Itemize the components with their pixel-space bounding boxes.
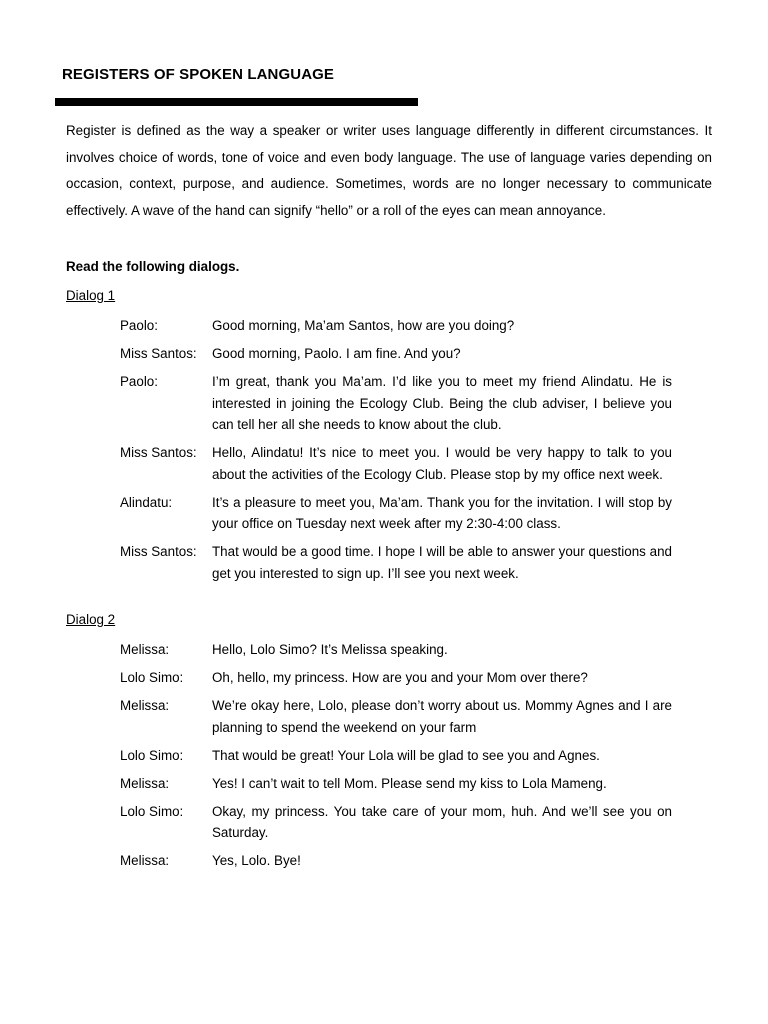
dialog-line [120, 773, 672, 795]
intro-paragraph: Register is defined as the way a speaker or writer uses language differently in different circumstances. It involves choice of words, tone of voice and even body language. The use of language varies depending on occasion, context, purpose, and audience. Sometimes, words are no longer necessary to communicate effectively. A wave of the hand can signify “hello” or a roll of the eyes can mean annoyance. [66, 123, 712, 218]
speaker-name: Paolo: [120, 318, 158, 333]
speaker-name: Miss Santos: [120, 346, 197, 361]
utterance-text: We’re okay here, Lolo, please don’t worry about us. Mommy Agnes and I are planning to spend the weekend on your farm [212, 698, 672, 735]
title-underline-bar [55, 98, 418, 106]
dialog-line [120, 371, 672, 436]
dialog-line [120, 492, 672, 535]
dialog-line [120, 667, 672, 689]
speaker-name: Miss Santos: [120, 544, 197, 559]
dialog-1 [120, 315, 672, 591]
dialog-1-heading: Dialog 1 [66, 288, 116, 303]
utterance-text: Good morning, Ma’am Santos, how are you doing? [212, 318, 515, 333]
dialog-line [120, 541, 672, 584]
speaker-name: Lolo Simo: [120, 670, 184, 685]
dialog-line [120, 801, 672, 844]
utterance-text: Hello, Lolo Simo? It’s Melissa speaking. [212, 642, 448, 657]
speaker-name: Lolo Simo: [120, 803, 184, 819]
speaker-name: Paolo: [120, 374, 158, 389]
utterance-text: That would be great! Your Lola will be glad to see you and Agnes. [212, 747, 600, 763]
dialog-2 [120, 639, 672, 878]
dialog-line [120, 315, 672, 337]
instruction-text: Read the following dialogs. [66, 259, 240, 274]
speaker-name: Melissa: [120, 642, 170, 657]
dialog-line [120, 695, 672, 738]
speaker-name: Lolo Simo: [120, 747, 184, 763]
dialog-line [120, 745, 672, 767]
utterance-text: I’m great, thank you Ma’am. I’d like you to meet my friend Alindatu. He is interested in joining the Ecology Club. Being the club adviser, I believe you can tell her all she needs to know about the club. [212, 374, 672, 432]
speaker-name: Melissa: [120, 698, 170, 713]
utterance-text: It’s a pleasure to meet you, Ma’am. Thank you for the invitation. I will stop by your office on Tuesday next week after my 2:30-4:00 class. [212, 494, 672, 531]
utterance-text: Hello, Alindatu! It’s nice to meet you. I would be very happy to talk to you about the activities of the Ecology Club. Please stop by my office next week. [212, 445, 672, 482]
utterance-text: Oh, hello, my princess. How are you and your Mom over there? [212, 670, 588, 685]
page-title: REGISTERS OF SPOKEN LANGUAGE [62, 66, 334, 83]
speaker-name: Melissa: [120, 853, 170, 868]
utterance-text: Okay, my princess. You take care of your mom, huh. And we’ll see you on Saturday. [212, 803, 672, 840]
utterance-text: Good morning, Paolo. I am fine. And you? [212, 346, 461, 361]
speaker-name: Alindatu: [120, 494, 173, 510]
dialog-2-heading: Dialog 2 [66, 612, 116, 627]
utterance-text: That would be a good time. I hope I will be able to answer your questions and get you interested to sign up. I’ll see you next week. [212, 544, 672, 581]
utterance-text: Yes, Lolo. Bye! [212, 853, 301, 868]
dialog-line [120, 442, 672, 485]
speaker-name: Melissa: [120, 775, 170, 791]
dialog-line [120, 850, 672, 872]
utterance-text: Yes! I can’t wait to tell Mom. Please send my kiss to Lola Mameng. [212, 775, 607, 791]
dialog-line [120, 639, 672, 661]
speaker-name: Miss Santos: [120, 445, 197, 460]
dialog-line [120, 343, 672, 365]
